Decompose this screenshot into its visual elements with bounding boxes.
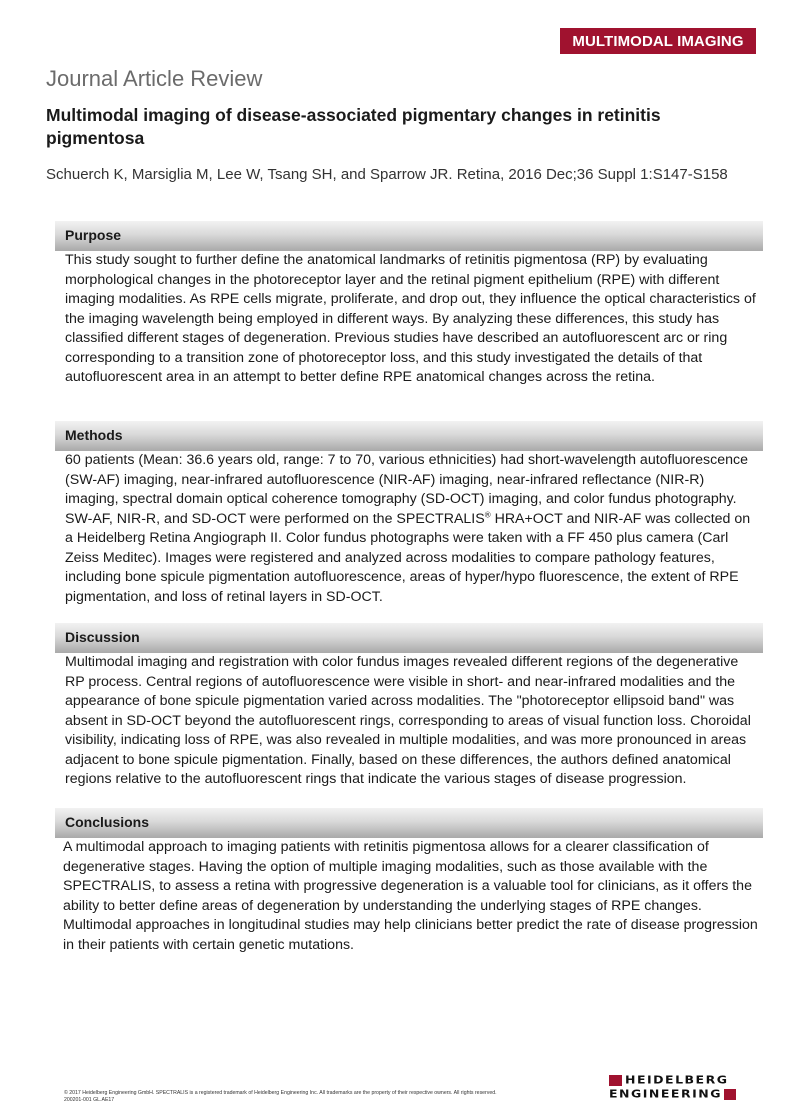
section-header-purpose: Purpose [55,221,763,251]
section-body-methods [65,451,759,607]
footer-legal [64,1090,584,1104]
section-header-discussion: Discussion [55,623,763,653]
section-header-methods: Methods [55,421,763,451]
methods-text-part2: HRA+OCT and NIR-AF was collected on a Heidelberg Retina Angiograph II. Color fundus photographs were taken with a FF 450 plus camera (Carl Zeiss Meditec). Images were registered and analyzed across modalities to compare pathology features, including bone spicule pigmentation autofluorescence, areas of hyper/hypo fluorescence, the extent of RPE pigmentation, and loss of retinal layers in SD-OCT. [65,510,751,605]
logo-red-block-icon [724,1089,736,1100]
registered-trademark-mark: ® [484,509,491,519]
article-title: Multimodal imaging of disease-associated pigmentary changes in retinitis pigmentosa [46,105,661,148]
section-body-conclusions: A multimodal approach to imaging patients with retinitis pigmentosa allows for a clearer classification of degenerative stages. Having the option of multiple imaging modalities, such as those available with the SPECTRALIS, to assess a retina with progressive degeneration is a valuable tool for clinicians, as it offers the ability to better define areas of degeneration by understanding the underlying stages of RPE changes. Multimodal approaches in longitudinal studies may help clinicians better predict the rate of disease progression in their patients with certain genetic mutations. [63,839,758,953]
logo-word-heidelberg: HEIDELBERG [625,1073,729,1086]
logo-word-engineering: ENGINEERING [609,1087,722,1100]
section-body-discussion: Multimodal imaging and registration with color fundus images revealed different regions of the degenerative RP process. Central regions of autofluorescence were visible in short- and near-infrared modalities and the appearance of bone spicule pigmentation varied across modalities. The "photoreceptor ellipsoid band" was absent in SD-OCT beyond the autofluorescent rings, corresponding to areas of visual function loss. Choroidal visibility, indicating loss of RPE, was also revealed in multiple modalities, and was more pronounced in areas adjacent to bone spicule pigmentation. Finally, based on these differences, the authors defined anatomical regions relative to the autofluorescent rings that indicate the various stages of disease progression. [65,654,751,787]
journal-article-review-label: Journal Article Review [46,66,263,91]
methods-text-part1: 60 patients (Mean: 36.6 years old, range: 7 to 70, various ethnicities) had short-wavelength autofluorescence (SW-AF) imaging, near-infrared autofluorescence (NIR-AF) imaging, near-infrared reflectance (NIR-R) imaging, spectral domain optical coherence tomography (SD-OCT) imaging, and color fundus photography. SW-AF, NIR-R, and SD-OCT were performed on the SPECTRALIS [65,452,748,527]
heidelberg-engineering-logo [609,1073,759,1103]
footer-doc-code: 200201-001 GL.AE17 [64,1097,115,1103]
footer-copyright: © 2017 Heidelberg Engineering GmbH. SPECTRALIS is a registered trademark of Heidelberg Engineering Inc. All trademarks are the property of their respective owners. All rights reserved. [64,1090,497,1096]
logo-red-block-icon [609,1075,622,1086]
section-header-conclusions: Conclusions [55,808,763,838]
article-citation: Schuerch K, Marsiglia M, Lee W, Tsang SH, and Sparrow JR. Retina, 2016 Dec;36 Suppl 1:S147-S158 [46,166,728,183]
section-body-purpose: This study sought to further define the anatomical landmarks of retinitis pigmentosa (RP) by evaluating morphological changes in the photoreceptor layer and the retinal pigment epithelium (RPE) with different imaging modalities. As RPE cells migrate, proliferate, and drop out, they influence the optical characteristics of the imaging wavelength being employed in different ways. By analyzing these differences, this study has classified different stages of degeneration. Previous studies have described an autofluorescent arc or ring corresponding to a transition zone of photoreceptor loss, and this study investigated the details of that autofluorescent area in an attempt to better define RPE anatomical changes across the retina. [65,252,756,385]
category-badge: MULTIMODAL IMAGING [560,28,756,54]
